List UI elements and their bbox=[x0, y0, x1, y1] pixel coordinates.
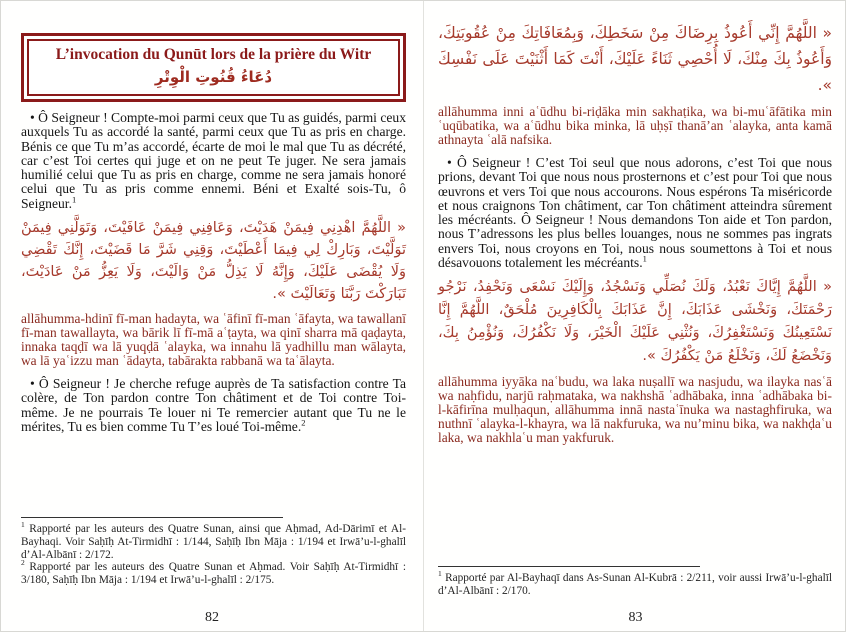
transliteration-refuge: allāhumma inni aʿūdhu bi-riḍāka min sakhaṭika, wa bi-muʿāfātika min ʿuqūbatika, wa aʿūdhu bika minka, lā uḥṣī thanā’an ʿalayka, anta kamā athnayta ʿalā nafsika. bbox=[438, 104, 832, 147]
footnote-reference: 1 bbox=[71, 194, 77, 205]
chapter-title-french: L’invocation du Qunūt lors de la prière du Witr bbox=[55, 46, 372, 63]
invocation-paragraph-2 bbox=[21, 377, 406, 434]
paragraph-text: • Ô Seigneur ! C’est Toi seul que nous adorons, c’est Toi que nous prions, devant Toi que nous nous prosternons et c’est pour Toi que nous œuvrons et vers Toi que nous accourons. Nous espérons Ta miséricorde et nous craignons Ton châtiment, car Ton châtiment atteindra sûrement les mécréants. Ô Seigneur ! Nous demandons Ton aide et Ton pardon, nous T’adressons les plus belles louanges, nous ne sommes pas ingrats envers Toi, nous croyons en Toi, nous nous soumettons à Toi et nous désavouons totalement les mécréants. bbox=[438, 155, 832, 271]
transliteration-qunut: allāhumma-hdinī fī-man hadayta, wa ʿāfinī fī-man ʿāfayta, wa tawallanī fī-man tawallayta, wa bārik lī fī-mā aʿṭayta, wa qinī sharra mā qaḍayta, innaka taqḍī wa lā yuqḍā ʿalayka, wa innahu lā yadhillu man wālayta, wa lā yaʿizzu man ʿādayta, tabārakta rabbanā wa taʿālayta. bbox=[21, 311, 406, 369]
right-page bbox=[424, 1, 846, 632]
chapter-title-arabic: دُعَاءُ قُنُوتِ الْوِتْرِ bbox=[154, 68, 273, 86]
footnote-2 bbox=[21, 558, 406, 587]
footnote-text: Rapporté par Al-Bayhaqī dans As-Sunan Al-Kubrā : 2/211, voir aussi Irwā’u-l-ghalīl d’Al-Albānī : 2/170. bbox=[438, 572, 833, 597]
paragraph-text: • Ô Seigneur ! Compte-moi parmi ceux que Tu as guidés, parmi ceux auxquels Tu as accordé la santé, parmi ceux que Tu as pris en charge. Bénis ce que Tu m’as accordé, écarte de moi le mal que Tu as décrété, car c’est Toi certes qui juge et on ne peut Te juger. Ne sera jamais humilié celui que Tu as pris en charge, comme ne sera jamais honoré celui que Tu as pris comme ennemi. Béni et Exalté sois-Tu, ô Seigneur. bbox=[21, 110, 406, 211]
footnote-text: Rapporté par les auteurs des Quatre Sunan et Aḥmad. Voir Saḥīḥ At-Tirmidhī : 3/180, Saḥīḥ Ibn Māja : 1/194 et Irwā’u-l-ghalīl : 2/175. bbox=[21, 561, 406, 587]
footnote-separator bbox=[438, 566, 700, 567]
invocation-paragraph-1 bbox=[21, 111, 406, 211]
footnote-number: 1 bbox=[21, 520, 25, 530]
footnote-reference: 2 bbox=[301, 417, 306, 428]
footnotes-left bbox=[21, 517, 406, 587]
title-box-inner bbox=[27, 39, 400, 96]
footnote-1 bbox=[21, 520, 406, 561]
footnote-number: 2 bbox=[21, 558, 25, 568]
page-number-right: 83 bbox=[628, 610, 643, 625]
footnote-separator bbox=[21, 517, 283, 518]
paragraph-text: • Ô Seigneur ! Je cherche refuge auprès de Ta satisfaction contre Ta colère, de Ton pardon contre Ton châtiment et de Toi contre Toi-même. Je ne pourrais Te louer ni Te remercier autant que Tu ne le mérites, Tu es bien comme Tu T’es loué Toi-même. bbox=[21, 376, 406, 434]
page-number-left: 82 bbox=[205, 610, 219, 625]
arabic-dua-worship: « اللَّهُمَّ إِيَّاكَ نَعْبُدُ، وَلَكَ نُصَلِّي وَنَسْجُدُ، وَإِلَيْكَ نَسْعَى وَنَحْفِدُ، نَرْجُو رَحْمَتَكَ، وَنَخْشَى عَذَابَكَ، إِنَّ عَذَابَكَ بِالْكَافِرِينَ مُلْحَقٌ، اللَّهُمَّ إِنَّا نَسْتَعِينُكَ وَنَسْتَغْفِرُكَ، وَنُثْنِي عَلَيْكَ الْخَيْرَ، وَلَا نَكْفُرُكَ، وَنُؤْمِنُ بِكَ، وَنَخْضَعُ لَكَ، وَنَخْلَعُ مَنْ يَكْفُرُكَ ». bbox=[438, 279, 832, 365]
footnote-reference: 1 bbox=[642, 253, 647, 264]
footnote-text: Rapporté par les auteurs des Quatre Sunan, ainsi que Aḥmad, Ad-Dārimī et Al-Bayhaqi. Voir Saḥīḥ At-Tirmidhī : 1/144, Saḥīḥ Ibn Māja : 1/194 et Irwā’u-l-ghalīl d’Al-Albānī : 2/172. bbox=[21, 523, 406, 561]
footnote-number: 1 bbox=[438, 569, 442, 579]
footnote-1 bbox=[438, 569, 833, 598]
transliteration-worship: allāhumma iyyāka naʿbudu, wa laka nuṣallī wa nasjudu, wa ilayka nasʿā wa naḥfidu, narjū raḥmataka, wa nakhshā ʿadhābaka, inna ʿadhābaka bi-l-kāfirīna mulḥaqun, allāhumma innā nastaʿīnuka wa nastaghfiruka, wa nuthnī ʿalayka-l-khayra, wa lā nakfuruka, wa nu’minu bika, wa nakhḍaʿu laka, wa nakhlaʿu man yakfuruk. bbox=[438, 374, 832, 446]
left-page bbox=[1, 1, 423, 632]
arabic-dua-qunut: « اللَّهُمَّ اهْدِنِي فِيمَنْ هَدَيْتَ، وَعَافِنِي فِيمَنْ عَافَيْتَ، وَتَوَلَّنِي فِيمَنْ تَوَلَّيْتَ، وَبَارِكْ لِي فِيمَا أَعْطَيْتَ، وَقِنِي شَرَّ مَا قَضَيْتَ، إِنَّكَ تَقْضِي وَلَا يُقْضَى عَلَيْكَ، وَإِنَّهُ لَا يَذِلُّ مَنْ وَالَيْتَ، وَلَا يَعِزُّ مَنْ عَادَيْتَ، تَبَارَكْتَ رَبَّنَا وَتَعَالَيْتَ ». bbox=[21, 220, 406, 303]
footnotes-right bbox=[438, 566, 832, 598]
title-box bbox=[21, 33, 406, 102]
arabic-dua-refuge: « اللَّهُمَّ إِنِّي أَعُوذُ بِرِضَاكَ مِنْ سَخَطِكَ، وَبِمُعَافَاتِكَ مِنْ عُقُوبَتِكَ، وَأَعُوذُ بِكَ مِنْكَ، لَا أُحْصِي ثَنَاءً عَلَيْكَ، أَنْتَ كَمَا أَثْنَيْتَ عَلَى نَفْسِكَ ». bbox=[438, 24, 832, 94]
invocation-paragraph-3 bbox=[438, 156, 832, 270]
